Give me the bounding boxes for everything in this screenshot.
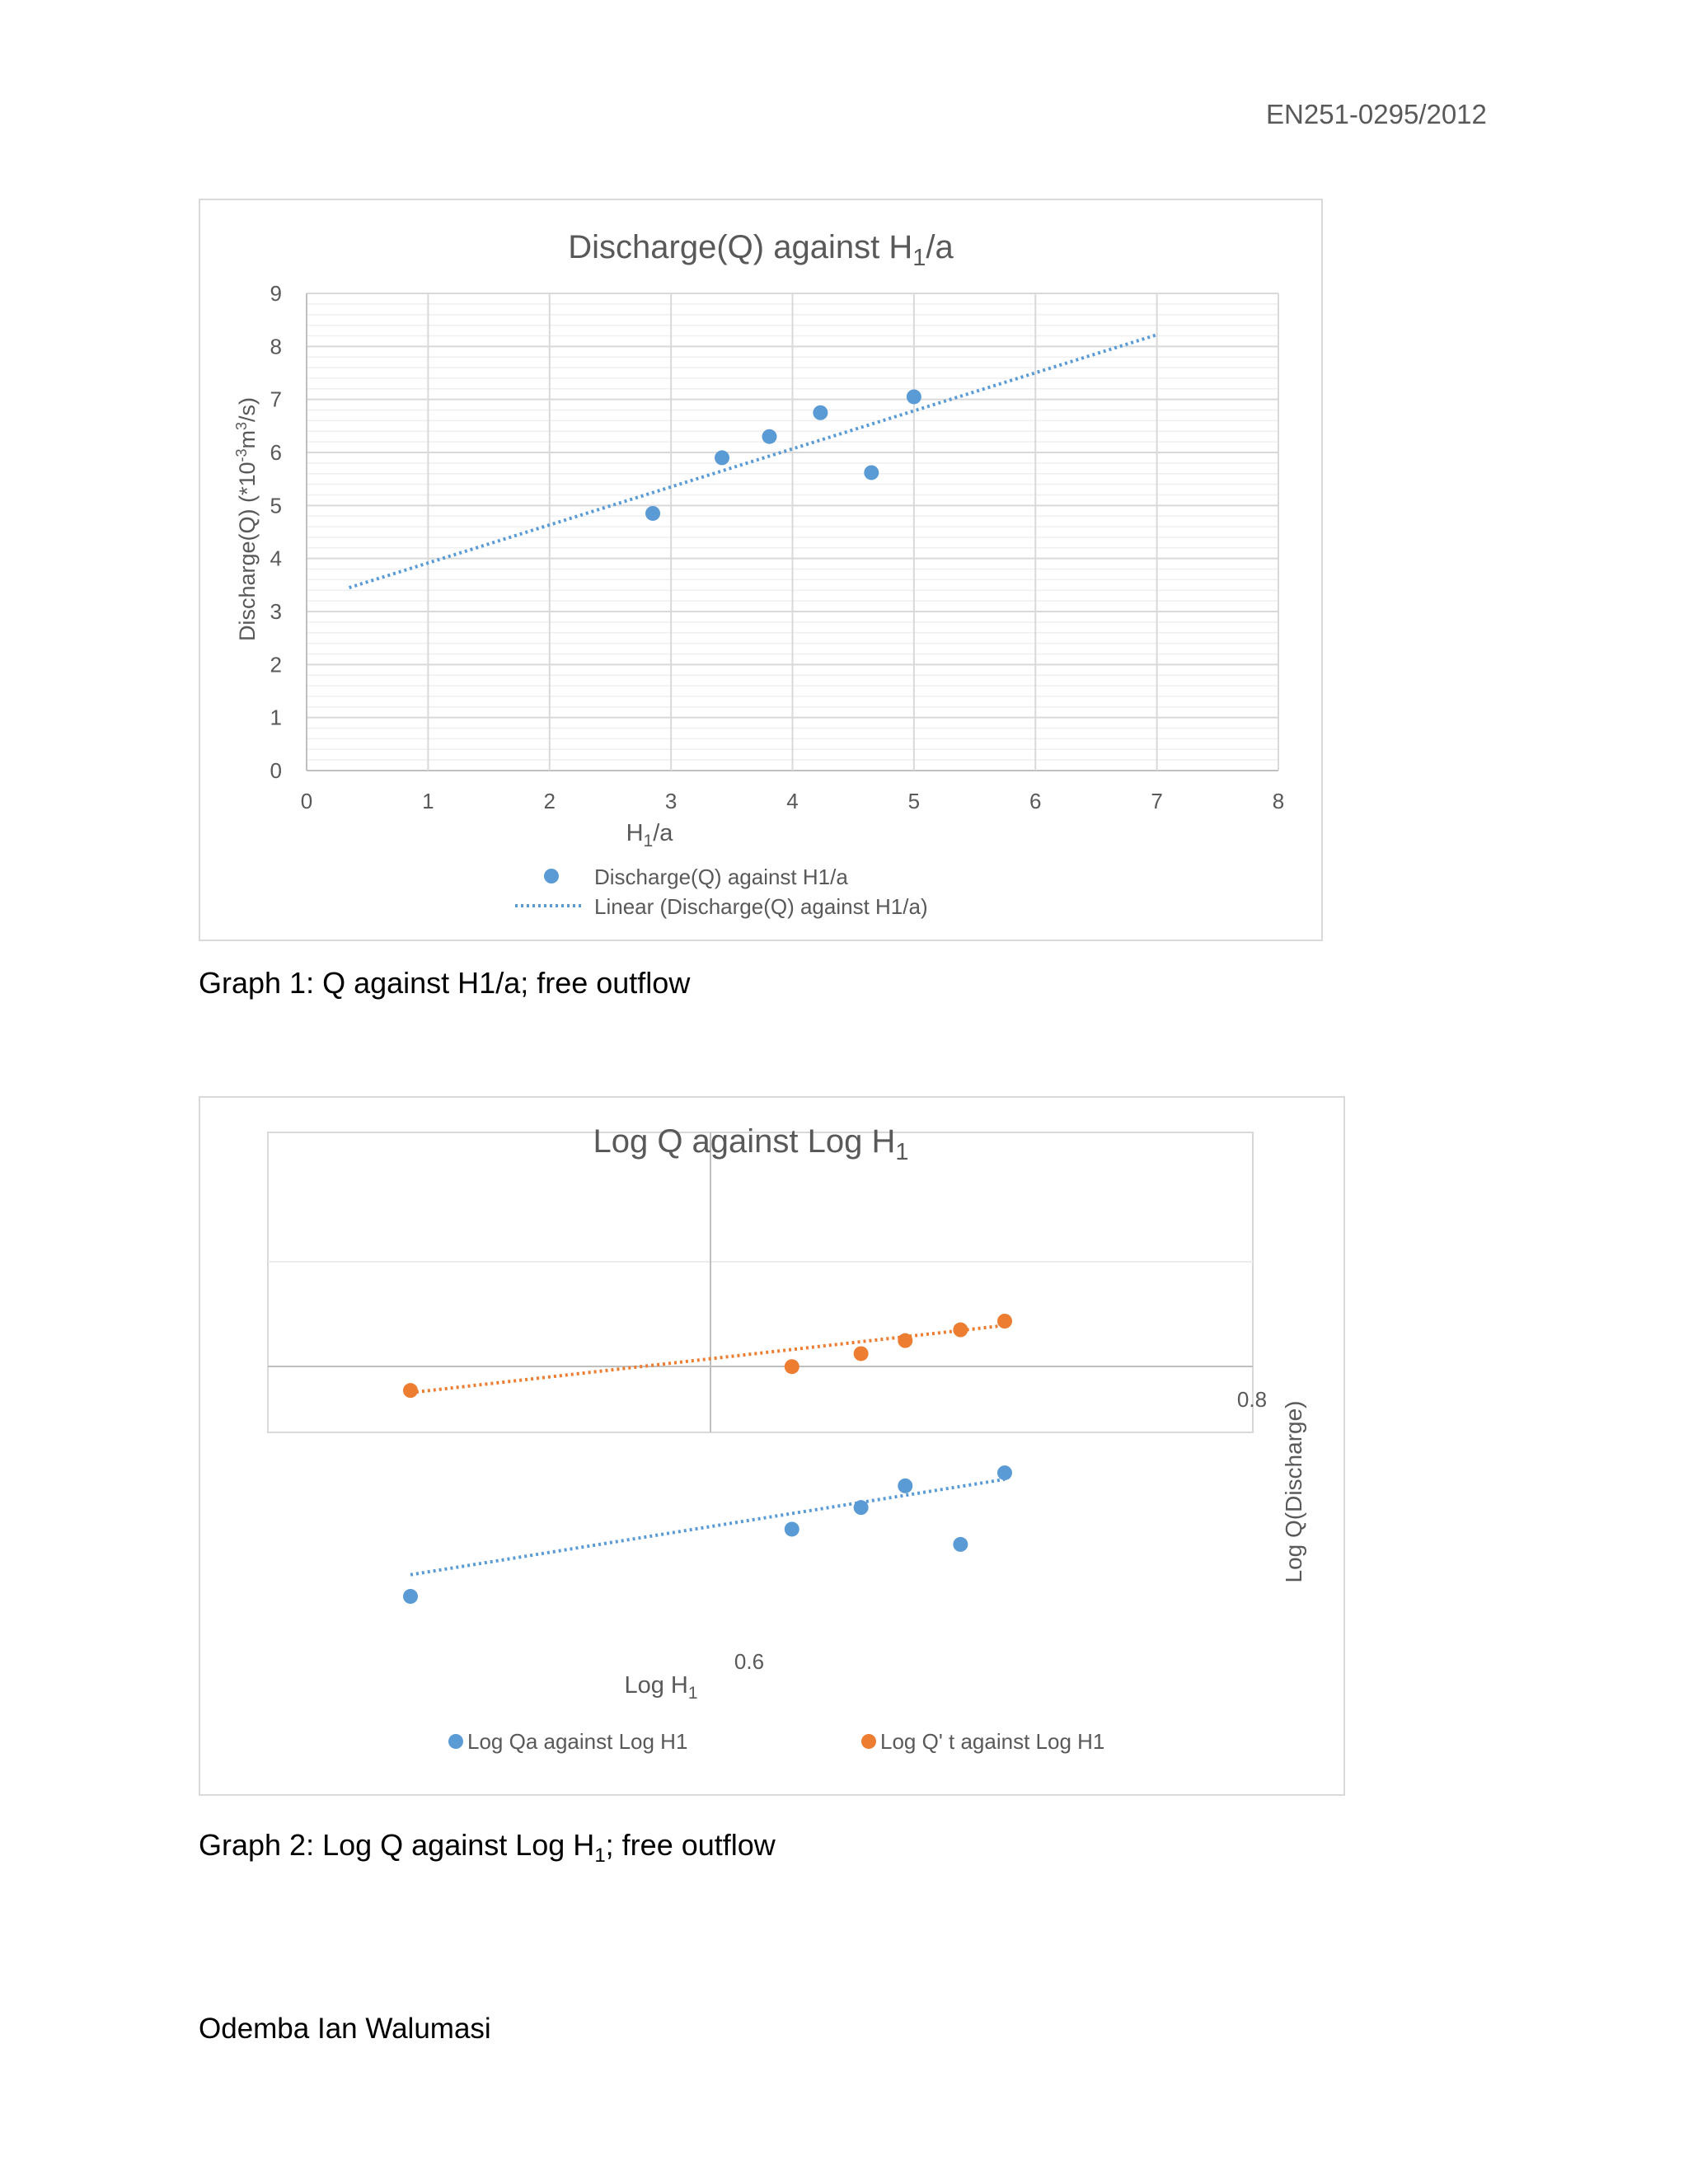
x-tick-label: 8 — [1272, 789, 1285, 813]
y-tick-label: 4 — [270, 546, 282, 571]
chart-discharge-vs-h1a — [199, 199, 1323, 941]
data-point — [715, 450, 729, 465]
x-tick-label: 0 — [300, 789, 313, 813]
x-axis-label: $H_1/a$ — [626, 820, 673, 851]
y-tick-label: 9 — [270, 281, 282, 306]
legend — [515, 865, 928, 919]
x-axis-label: Log $H_1$ — [624, 1672, 698, 1703]
chart-title: Discharge(Q) against $H_1/a$ — [568, 229, 954, 271]
caption-graph-2-suffix: ; free outflow — [605, 1828, 776, 1862]
data-point — [854, 1500, 869, 1515]
legend — [448, 1729, 1104, 1754]
document-code: EN251-0295/2012 — [1266, 99, 1487, 129]
caption-graph-2-text: Graph 2: Log Q against Log H — [199, 1828, 595, 1862]
caption-graph-2 — [199, 1828, 776, 1868]
legend-marker-points — [544, 869, 559, 883]
x-tick-label: 0.6 — [734, 1649, 765, 1674]
y-axis-label: Discharge(Q) $(*10^{-3}m^3/s)$ — [233, 396, 260, 642]
chart-logq-vs-logh1 — [199, 1096, 1345, 1796]
chart-discharge-vs-h1a-canvas — [200, 200, 1321, 940]
x-tick-label: 1 — [422, 789, 434, 813]
y-tick-label: 0.8 — [1236, 1387, 1268, 1412]
y-tick-label: 2 — [270, 652, 282, 677]
data-point — [997, 1465, 1012, 1480]
data-point — [403, 1589, 418, 1604]
legend-label-trendline: Linear (Discharge(Q) against H1/a) — [594, 894, 928, 919]
y-tick-label: 7 — [270, 387, 282, 412]
legend-label-series-a: Log Qa against Log H1 — [467, 1729, 688, 1754]
legend-label-points: Discharge(Q) against H1/a — [594, 865, 848, 889]
x-tick-label: 3 — [664, 789, 678, 813]
data-point — [953, 1537, 968, 1552]
caption-graph-1: Graph 1: Q against H1/a; free outflow — [199, 966, 691, 1000]
data-point — [645, 506, 660, 521]
data-point — [898, 1333, 912, 1348]
caption-graph-2-sub: 1 — [594, 1844, 606, 1868]
y-tick-label: 0 — [270, 758, 282, 783]
trendline — [410, 1479, 1005, 1575]
legend-label-series-b: Log Q' t against Log H1 — [880, 1729, 1105, 1754]
y-tick-label: 6 — [270, 440, 282, 465]
data-point — [785, 1521, 799, 1536]
x-tick-label: 6 — [1029, 789, 1042, 813]
chart-title: Log Q against Log $H_1$ — [593, 1123, 909, 1165]
legend-marker-series-a — [448, 1734, 463, 1749]
data-point — [813, 405, 828, 420]
data-point — [762, 429, 776, 444]
data-point — [403, 1383, 418, 1398]
data-point — [785, 1359, 799, 1374]
data-point — [898, 1479, 912, 1493]
data-point — [854, 1346, 869, 1361]
y-tick-label: 3 — [270, 599, 282, 624]
data-point — [864, 465, 879, 480]
x-tick-label: 4 — [786, 789, 799, 813]
y-axis-label: Log Q(Discharge) — [1281, 1400, 1306, 1583]
x-tick-label: 7 — [1151, 789, 1163, 813]
author-name: Odemba Ian Walumasi — [199, 2013, 491, 2045]
trendline — [410, 1325, 1005, 1393]
x-tick-label: 2 — [543, 789, 556, 813]
y-tick-label: 5 — [270, 493, 282, 518]
y-tick-label: 1 — [270, 705, 282, 730]
x-tick-label: 5 — [907, 789, 921, 813]
legend-marker-series-b — [861, 1734, 876, 1749]
data-point — [997, 1314, 1012, 1329]
data-point — [907, 389, 921, 404]
chart-logq-vs-logh1-canvas — [200, 1098, 1343, 1794]
data-point — [953, 1323, 968, 1338]
y-tick-label: 8 — [270, 334, 282, 359]
